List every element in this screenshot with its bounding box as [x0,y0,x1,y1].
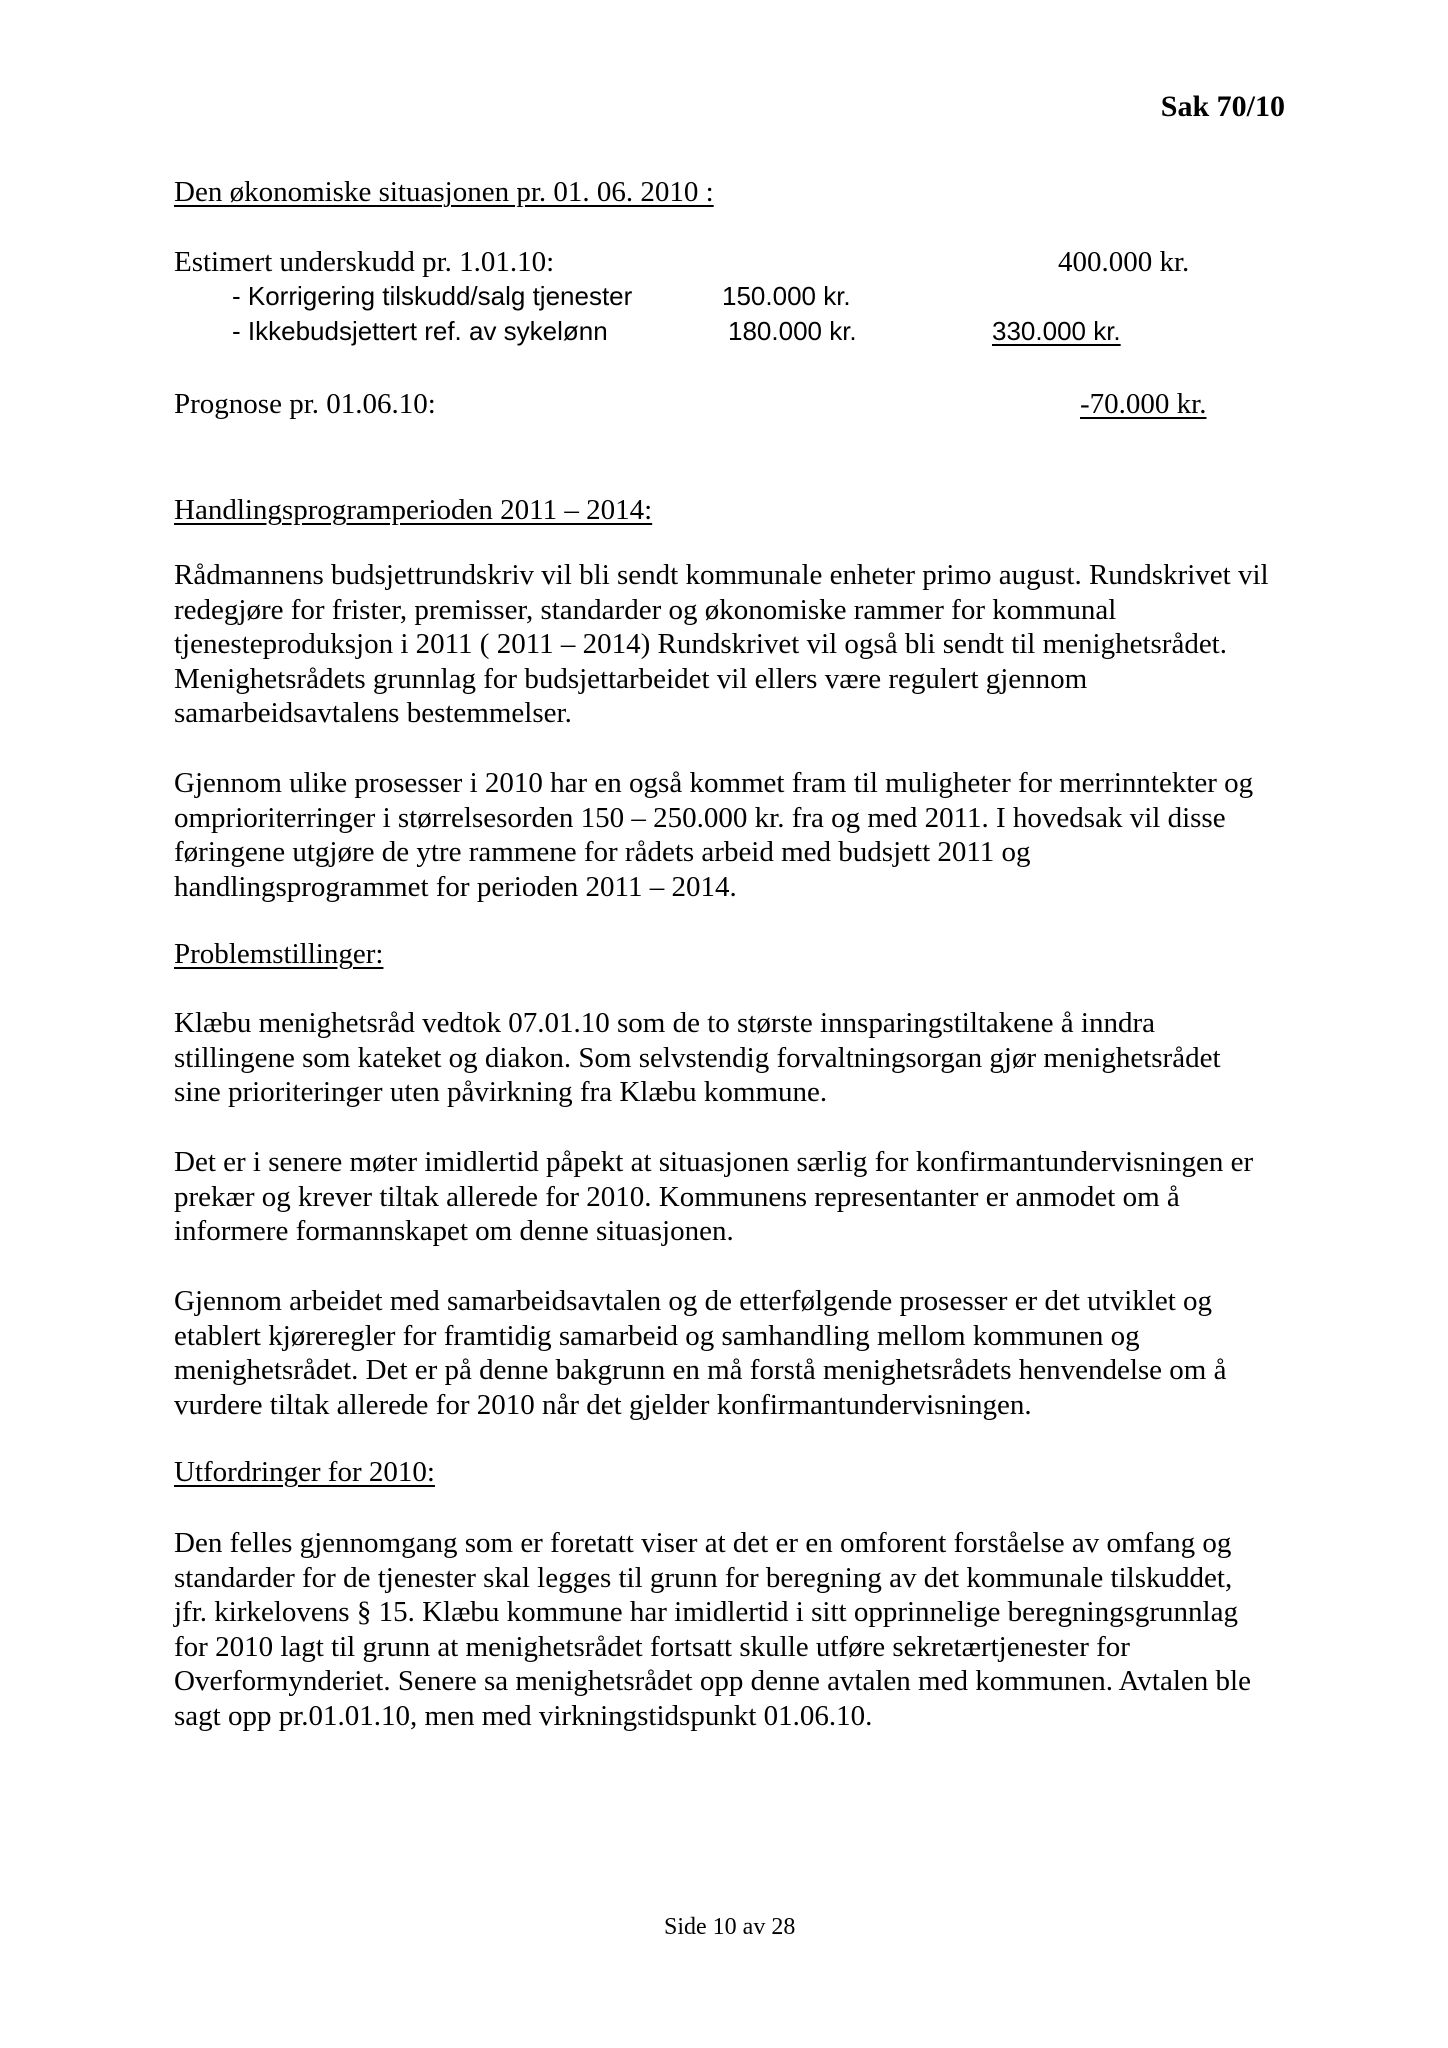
paragraph-budget-circular [174,558,1304,731]
text-line: menighetsrådet. Det er på denne bakgrunn en må forstå menighetsrådets henvendelse om å [174,1354,1227,1386]
adjustment-label: - Ikkebudsjettert ref. av sykelønn [232,316,608,346]
text-line: handlingsprogrammet for perioden 2011 – 2014. [174,870,737,903]
text-line: informere formannskapet om denne situasjonen. [174,1215,734,1247]
paragraph-processes [174,766,1304,904]
text-line: føringene utgjøre de ytre rammene for rådets arbeid med budsjett 2011 og [174,836,1031,868]
paragraph-council-decision [174,1006,1304,1110]
section-title-financial: Den økonomiske situasjonen pr. 01. 06. 2010 : [174,176,714,208]
text-line: Gjennom ulike prosesser i 2010 har en også kommet fram til muligheter for merrinntekter og [174,767,1254,799]
case-number: Sak 70/10 [1160,90,1285,123]
text-line: Gjennom arbeidet med samarbeidsavtalen og de etterfølgende prosesser er det utviklet og [174,1285,1212,1317]
estimated-deficit-amount: 400.000 kr. [1058,246,1190,278]
adjustment-amount: 150.000 kr. [722,281,851,311]
text-line: etablert kjøreregler for framtidig samarbeid og samhandling mellom kommunen og [174,1319,1140,1352]
text-line: tjenesteproduksjon i 2011 ( 2011 – 2014) Rundskrivet vil også bli sendt til menighetsrådet. [174,628,1227,660]
text-line: Klæbu menighetsråd vedtok 07.01.10 som de to største innsparingstiltakene å inndra [174,1007,1156,1039]
estimated-deficit-label: Estimert underskudd pr. 1.01.10: [174,246,555,278]
text-line: standarder for de tjenester skal legges til grunn for beregning av det kommunale tilskuddet, [174,1561,1233,1594]
page-number: Side 10 av 28 [664,1914,796,1940]
text-line: for 2010 lagt til grunn at menighetsrådet fortsatt skulle utføre sekretærtjenester for [174,1630,1130,1663]
adjustments-total: 330.000 kr. [992,316,1121,346]
section-title-challenges: Utfordringer for 2010: [174,1456,435,1488]
text-line: stillingene som kateket og diakon. Som selvstendig forvaltningsorgan gjør menighetsrådet [174,1041,1221,1074]
forecast-label: Prognose pr. 01.06.10: [174,388,436,420]
paragraph-cooperation [174,1284,1304,1422]
text-line: Rådmannens budsjettrundskriv vil bli sendt kommunale enheter primo august. Rundskrivet vil [174,559,1269,591]
text-line: jfr. kirkelovens § 15. Klæbu kommune har imidlertid i sitt opprinnelige beregningsgrunnlag [174,1596,1238,1628]
text-line: Den felles gjennomgang som er foretatt viser at det er en omforent forståelse av omfang og [174,1527,1232,1559]
text-line: redegjøre for frister, premisser, standarder og økonomiske rammer for kommunal [174,593,1117,626]
adjustment-amount: 180.000 kr. [728,316,857,346]
text-line: Menighetsrådets grunnlag for budsjettarbeidet vil ellers være regulert gjennom [174,662,1088,695]
text-line: sagt opp pr.01.01.10, men med virkningstidspunkt 01.06.10. [174,1699,873,1732]
text-line: vurdere tiltak allerede for 2010 når det gjelder konfirmantundervisningen. [174,1388,1032,1421]
text-line: Overformynderiet. Senere sa menighetsrådet opp denne avtalen med kommunen. Avtalen ble [174,1665,1251,1697]
forecast-amount: -70.000 kr. [1080,388,1207,420]
text-line: sine prioriteringer uten påvirkning fra Klæbu kommune. [174,1076,828,1108]
text-line: prekær og krever tiltak allerede for 2010. Kommunens representanter er anmodet om å [174,1180,1180,1213]
section-title-program: Handlingsprogramperioden 2011 – 2014: [174,494,653,526]
section-title-problems: Problemstillinger: [174,938,384,970]
paragraph-review [174,1526,1304,1733]
text-line: samarbeidsavtalens bestemmelser. [174,697,572,729]
text-line: omprioriterringer i størrelsesorden 150 – 250.000 kr. fra og med 2011. I hovedsak vil disse [174,801,1226,834]
adjustment-label: - Korrigering tilskudd/salg tjenester [232,281,633,311]
paragraph-confirmation-teaching [174,1145,1304,1249]
text-line: Det er i senere møter imidlertid påpekt at situasjonen særlig for konfirmantundervisningen er [174,1146,1254,1178]
